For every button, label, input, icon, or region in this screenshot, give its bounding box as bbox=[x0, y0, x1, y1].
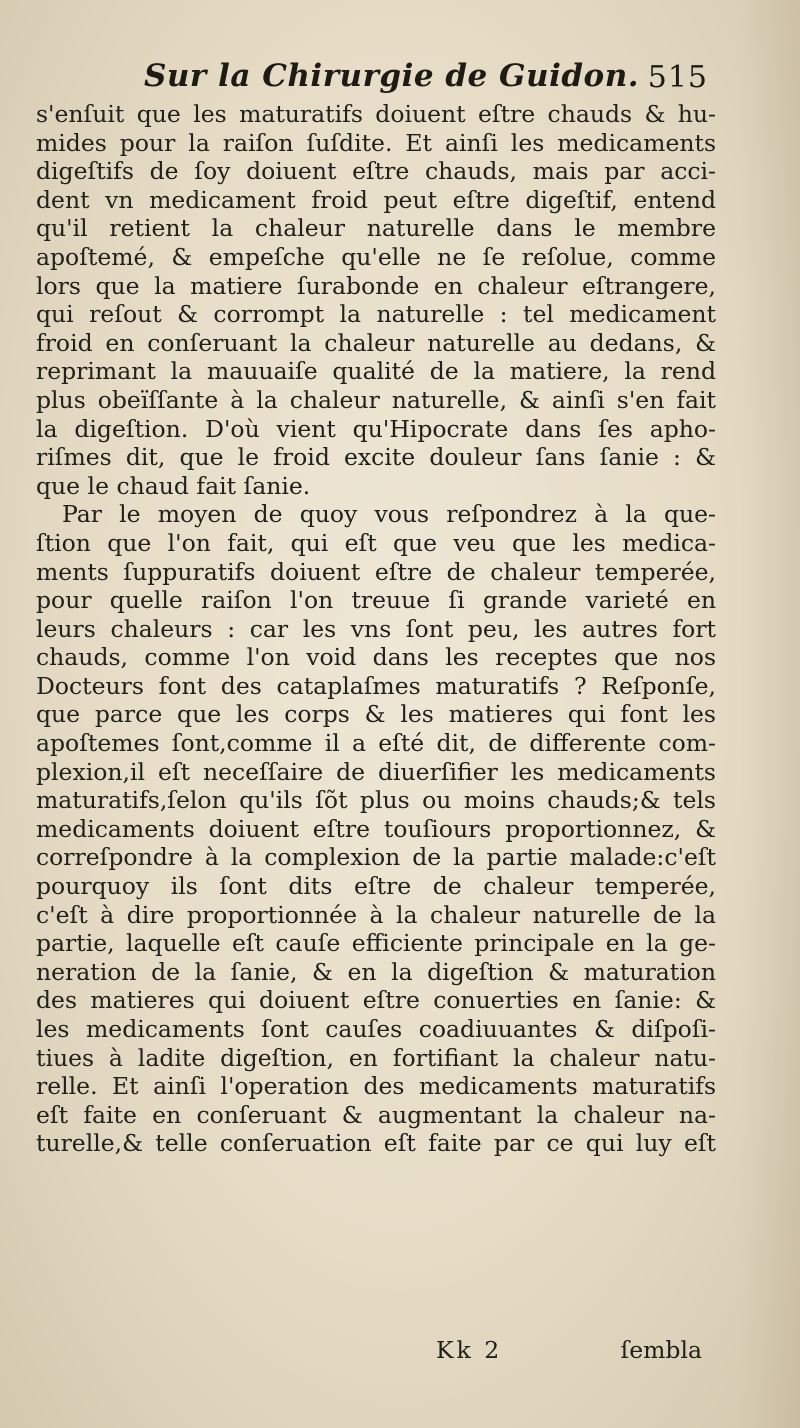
text-line: ſtion que l'on fait, qui eſt que veu que les medica- bbox=[36, 528, 716, 557]
text-line: ments ſuppuratifs doiuent eſtre de chaleur temperée, bbox=[36, 557, 716, 586]
text-line: la digeſtion. D'où vient qu'Hipocrate dans ſes apho- bbox=[36, 414, 716, 443]
page-footer bbox=[36, 1336, 716, 1366]
text-line: que parce que les corps & les matieres qui font les bbox=[36, 700, 716, 729]
body-text bbox=[36, 100, 716, 1158]
page-number: 515 bbox=[647, 60, 708, 95]
text-line: s'enſuit que les maturatifs doiuent eſtre chauds & hu- bbox=[36, 100, 716, 128]
text-line: c'eſt à dire proportionnée à la chaleur naturelle de la bbox=[36, 900, 716, 929]
text-line: que le chaud fait ſanie. bbox=[36, 471, 311, 500]
text-line: riſmes dit, que le froid excite douleur ſans ſanie : & bbox=[36, 443, 716, 472]
text-line: plexion,il eſt neceſſaire de diuerſifier les medicaments bbox=[36, 757, 716, 786]
text-line: tiues à ladite digeſtion, en fortifiant la chaleur natu- bbox=[36, 1043, 716, 1072]
running-title: Sur la Chirurgie de Guidon. bbox=[144, 58, 640, 94]
text-line: pourquoy ils ſont dits eſtre de chaleur temperée, bbox=[36, 872, 716, 901]
text-line: apoſtemes ſont,comme il a eſté dit, de differente com- bbox=[36, 729, 716, 758]
text-line: mides pour la raiſon ſuſdite. Et ainſi les medicaments bbox=[36, 128, 716, 157]
page-edge-shadow bbox=[740, 0, 800, 1428]
text-line: digeſtifs de ſoy doiuent eſtre chauds, mais par acci- bbox=[36, 157, 716, 186]
text-line: leurs chaleurs : car les vns ſont peu, les autres fort bbox=[36, 614, 716, 643]
text-line: Docteurs font des cataplaſmes maturatifs ? Reſponſe, bbox=[36, 671, 716, 700]
text-line: eſt faite en conſeruant & augmentant la chaleur na- bbox=[36, 1100, 716, 1129]
catchword: ſembla bbox=[620, 1336, 702, 1364]
text-line: neration de la ſanie, & en la digeſtion & maturation bbox=[36, 957, 716, 986]
text-line: maturatifs,ſelon qu'ils ſõt plus ou moins chauds;& tels bbox=[36, 786, 716, 815]
text-line: turelle,& telle conſeruation eſt faite par ce qui luy eſt bbox=[36, 1129, 716, 1158]
text-line: apoſtemé, & empeſche qu'elle ne ſe reſolue, comme bbox=[36, 242, 716, 271]
text-line: plus obeïſſante à la chaleur naturelle, & ainſi s'en fait bbox=[36, 385, 716, 414]
text-line: relle. Et ainſi l'operation des medicaments maturatifs bbox=[36, 1072, 716, 1101]
text-line: chauds, comme l'on void dans les receptes que nos bbox=[36, 643, 716, 672]
text-line: medicaments doiuent eſtre touſiours proportionnez, & bbox=[36, 814, 716, 843]
text-line: froid en conſeruant la chaleur naturelle au dedans, & bbox=[36, 328, 716, 357]
text-line: lors que la matiere ſurabonde en chaleur eſtrangere, bbox=[36, 271, 716, 300]
text-line: correſpondre à la complexion de la partie malade:c'eſt bbox=[36, 843, 716, 872]
text-line: qu'il retient la chaleur naturelle dans le membre bbox=[36, 214, 716, 243]
text-line: qui reſout & corrompt la naturelle : tel medicament bbox=[36, 300, 716, 329]
page-header bbox=[36, 58, 716, 104]
text-line: pour quelle raiſon l'on treuue ſi grande varieté en bbox=[36, 586, 716, 615]
text-line: dent vn medicament froid peut eſtre digeſtif, entend bbox=[36, 185, 716, 214]
paragraph-start-line: Par le moyen de quoy vous reſpondrez à la que- bbox=[62, 500, 716, 529]
text-line: des matieres qui doiuent eſtre conuerties en ſanie: & bbox=[36, 986, 716, 1015]
text-line: partie, laquelle eſt cauſe efficiente principale en la ge- bbox=[36, 929, 716, 958]
text-line: les medicaments ſont cauſes coadiuuantes & diſpoſi- bbox=[36, 1015, 716, 1043]
signature-mark: Kk 2 bbox=[436, 1336, 503, 1364]
text-line: reprimant la mauuaiſe qualité de la matiere, la rend bbox=[36, 357, 716, 386]
